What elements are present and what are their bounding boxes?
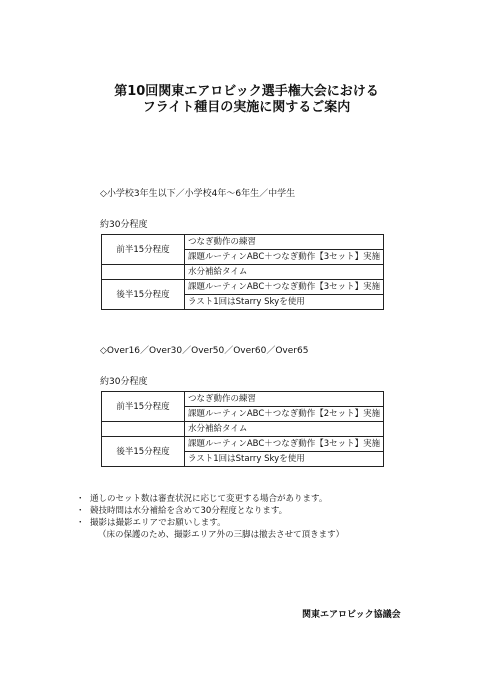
table-cell: 課題ルーティンABC＋つなぎ動作【3セット】実施 <box>185 437 384 452</box>
section2-heading: ◇Over16／Over30／Over50／Over60／Over65 <box>100 346 309 356</box>
section2-duration: 約30分程度 <box>100 377 148 387</box>
table-row <box>102 265 384 280</box>
section1-schedule-table <box>101 234 384 310</box>
document-title-line1: 第10回関東エアロビック選手権大会における <box>114 84 379 99</box>
table-cell: ラスト1回はStarry Skyを使用 <box>185 452 384 467</box>
notes-list <box>76 493 344 541</box>
list-item <box>76 505 344 517</box>
table-cell: 課題ルーティンABC＋つなぎ動作【2セット】実施 <box>185 407 384 422</box>
second-half-label: 後半15分程度 <box>102 437 185 467</box>
table-row <box>102 235 384 250</box>
document-title-line2: フライト種目の実施に関するご案内 <box>142 100 351 115</box>
bullet-icon: ・ <box>76 506 85 516</box>
break-label <box>102 422 185 437</box>
table-row <box>102 422 384 437</box>
section1-heading: ◇小学校3年生以下／小学校4年～6年生／中学生 <box>100 189 296 199</box>
table-cell: つなぎ動作の練習 <box>185 235 384 250</box>
note-subtext: （床の保護のため、撮影エリア外の三脚は撤去させて頂きます） <box>98 530 345 540</box>
organizer-name: 関東エアロビック協議会 <box>302 610 401 620</box>
table-row <box>102 392 384 407</box>
table-cell: つなぎ動作の練習 <box>185 392 384 407</box>
first-half-label: 前半15分程度 <box>102 235 185 265</box>
table-cell: ラスト1回はStarry Skyを使用 <box>185 295 384 310</box>
table-cell: 水分補給タイム <box>185 422 384 437</box>
table-cell: 水分補給タイム <box>185 265 384 280</box>
table-cell: 課題ルーティンABC＋つなぎ動作【3セット】実施 <box>185 280 384 295</box>
second-half-label: 後半15分程度 <box>102 280 185 310</box>
table-cell: 課題ルーティンABC＋つなぎ動作【3セット】実施 <box>185 250 384 265</box>
table-row <box>102 280 384 295</box>
first-half-label: 前半15分程度 <box>102 392 185 422</box>
section1-duration: 約30分程度 <box>100 220 148 230</box>
list-item <box>76 517 344 529</box>
section2-schedule-table <box>101 391 384 467</box>
note-text: 通しのセット数は審査状況に応じて変更する場合があります。 <box>90 494 328 504</box>
note-text: 撮影は撮影エリアでお願いします。 <box>90 518 226 528</box>
list-item <box>76 493 344 505</box>
bullet-icon: ・ <box>76 518 85 528</box>
note-text: 競技時間は水分補給を含めて30分程度となります。 <box>90 506 288 516</box>
break-label <box>102 265 185 280</box>
table-row <box>102 437 384 452</box>
bullet-icon: ・ <box>76 494 85 504</box>
